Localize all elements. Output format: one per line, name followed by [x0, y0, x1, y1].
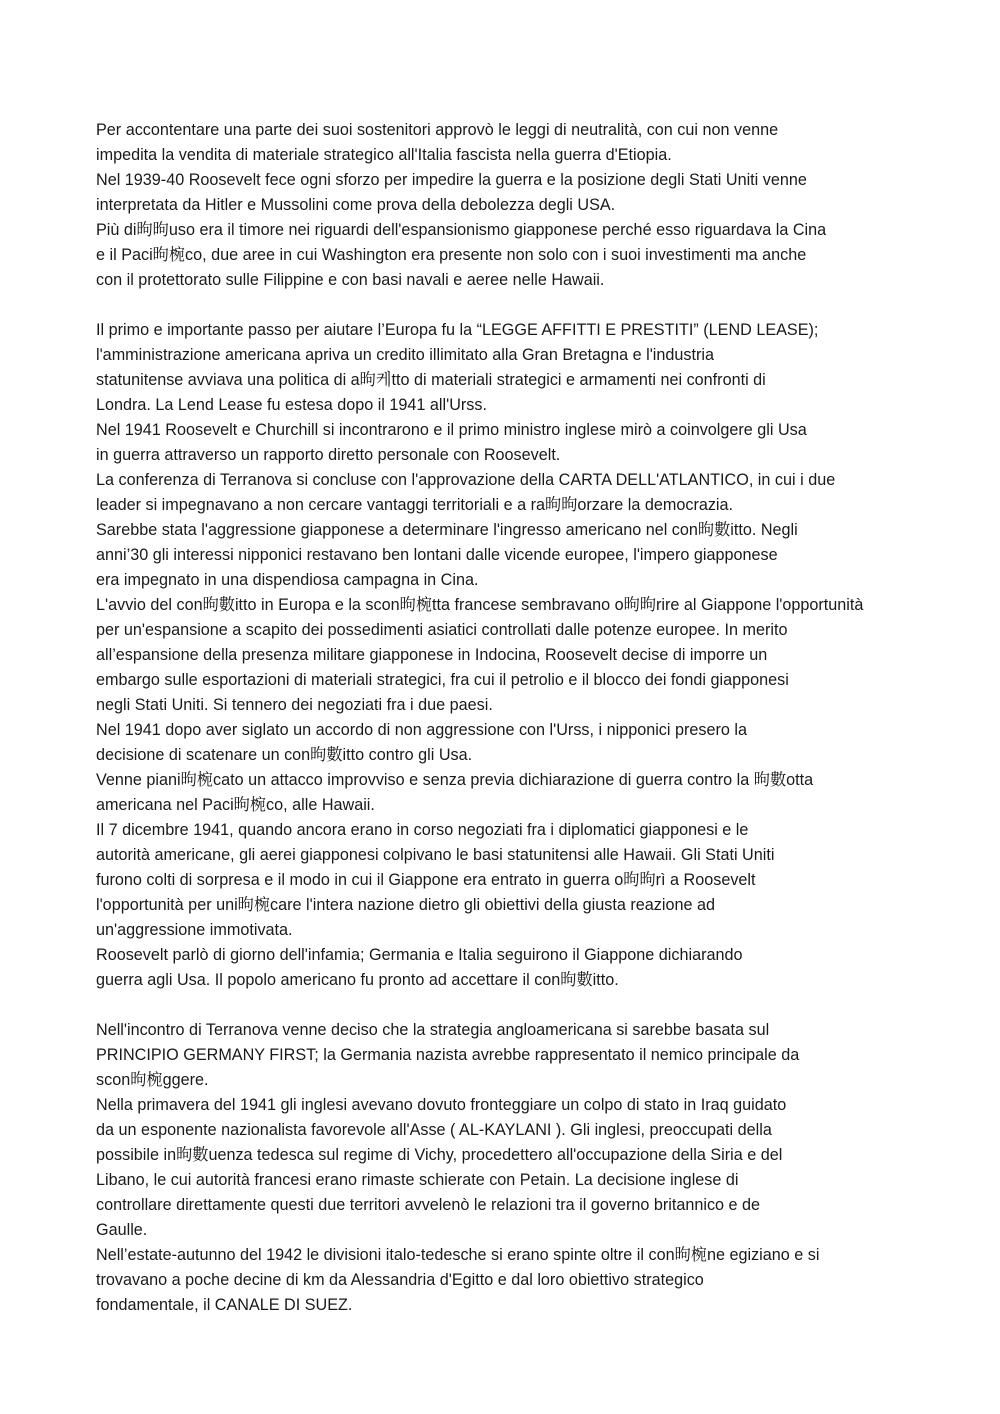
text-line: Nella primavera del 1941 gli inglesi avevano dovuto fronteggiare un colpo di stato in Iraq guidato	[96, 1096, 787, 1114]
text-line: Il primo e importante passo per aiutare l’Europa fu la “LEGGE AFFITTI E PRESTITI” (LEND LEASE);	[96, 321, 819, 339]
text-line: Il 7 dicembre 1941, quando ancora erano in corso negoziati fra i diplomatici giapponesi e le	[96, 821, 749, 839]
text-line: negli Stati Uniti. Si tennero dei negoziati fra i due paesi.	[96, 696, 493, 714]
text-line: in guerra attraverso un rapporto diretto personale con Roosevelt.	[96, 446, 561, 464]
text-line: possibile in昫數uenza tedesca sul regime di Vichy, procedettero all'occupazione della Siria e del	[96, 1146, 783, 1164]
text-line: Roosevelt parlò di giorno dell'infamia; Germania e Italia seguirono il Giappone dichiarando	[96, 946, 743, 964]
text-line: Sarebbe stata l'aggressione giapponese a determinare l'ingresso americano nel con昫數itto. Negli	[96, 521, 798, 539]
paragraph-lend-lease	[96, 318, 916, 993]
text-line: un'aggressione immotivata.	[96, 921, 293, 939]
text-line: Per accontentare una parte dei suoi sostenitori approvò le leggi di neutralità, con cui non venne	[96, 121, 779, 139]
text-line: era impegnato in una dispendiosa campagna in Cina.	[96, 571, 479, 589]
text-line: controllare direttamente questi due territori avvelenò le relazioni tra il governo britannico e de	[96, 1196, 761, 1214]
text-line: guerra agli Usa. Il popolo americano fu pronto ad accettare il con昫數itto.	[96, 971, 619, 989]
text-line: L'avvio del con昫數itto in Europa e la scon昫椀tta francese sembravano o昫昫rire al Giappone l'opportunità	[96, 596, 864, 614]
text-line: Venne piani昫椀cato un attacco improvviso e senza previa dichiarazione di guerra contro la 昫數otta	[96, 771, 814, 789]
text-line: fondamentale, il CANALE DI SUEZ.	[96, 1296, 353, 1314]
text-line: Londra. La Lend Lease fu estesa dopo il 1941 all'Urss.	[96, 396, 487, 414]
text-line: americana nel Paci昫椀co, alle Hawaii.	[96, 796, 375, 814]
text-line: furono colti di sorpresa e il modo in cui il Giappone era entrato in guerra o昫昫rì a Roosevelt	[96, 871, 756, 889]
text-line: da un esponente nazionalista favorevole all'Asse ( AL-KAYLANI ). Gli inglesi, preoccupati della	[96, 1121, 772, 1139]
text-line: impedita la vendita di materiale strategico all'Italia fascista nella guerra d'Etiopia.	[96, 146, 672, 164]
text-line: Libano, le cui autorità francesi erano rimaste schierate con Petain. La decisione inglese di	[96, 1171, 739, 1189]
text-line: anni’30 gli interessi nipponici restavano ben lontani dalle vicende europee, l'impero giapponese	[96, 546, 778, 564]
paragraph-neutrality	[96, 118, 916, 293]
text-line: Nel 1941 Roosevelt e Churchill si incontrarono e il primo ministro inglese mirò a coinvolgere gli Usa	[96, 421, 807, 439]
text-line: statunitense avviava una politica di a昫케tto di materiali strategici e armamenti nei confronti di	[96, 371, 766, 389]
paragraph-gap	[96, 993, 916, 1018]
text-line: Nell'incontro di Terranova venne deciso che la strategia angloamericana si sarebbe basata sul	[96, 1021, 770, 1039]
text-line: Nel 1939-40 Roosevelt fece ogni sforzo per impedire la guerra e la posizione degli Stati Uniti venne	[96, 171, 807, 189]
text-line: leader si impegnavano a non cercare vantaggi territoriali e a ra昫昫orzare la democrazia.	[96, 496, 734, 514]
text-line: Gaulle.	[96, 1221, 148, 1239]
text-line: Nell’estate-autunno del 1942 le divisioni italo-tedesche si erano spinte oltre il con昫椀ne egiziano e si	[96, 1246, 820, 1264]
text-line: autorità americane, gli aerei giapponesi colpivano le basi statunitensi alle Hawaii. Gli Stati Uniti	[96, 846, 775, 864]
text-line: all’espansione della presenza militare giapponese in Indocina, Roosevelt decise di imporre un	[96, 646, 768, 664]
text-line: La conferenza di Terranova si concluse con l'approvazione della CARTA DELL'ATLANTICO, in cui i due	[96, 471, 836, 489]
document-page	[96, 118, 916, 1318]
text-line: embargo sulle esportazioni di materiali strategici, fra cui il petrolio e il blocco dei fondi giapponesi	[96, 671, 789, 689]
text-line: l'opportunità per uni昫椀care l'intera nazione dietro gli obiettivi della giusta reazione ad	[96, 896, 715, 914]
text-line: PRINCIPIO GERMANY FIRST; la Germania nazista avrebbe rappresentato il nemico principale da	[96, 1046, 800, 1064]
text-line: Nel 1941 dopo aver siglato un accordo di non aggressione con l'Urss, i nipponici presero la	[96, 721, 747, 739]
text-line: scon昫椀ggere.	[96, 1071, 209, 1089]
text-line: interpretata da Hitler e Mussolini come prova della debolezza degli USA.	[96, 196, 616, 214]
text-line: l'amministrazione americana apriva un credito illimitato alla Gran Bretagna e l'industria	[96, 346, 714, 364]
text-line: per un'espansione a scapito dei possedimenti asiatici controllati dalle potenze europee. In merito	[96, 621, 788, 639]
text-line: decisione di scatenare un con昫數itto contro gli Usa.	[96, 746, 473, 764]
paragraph-germany-first	[96, 1018, 916, 1318]
text-line: e il Paci昫椀co, due aree in cui Washington era presente non solo con i suoi investimenti ma anche	[96, 246, 807, 264]
paragraph-gap	[96, 293, 916, 318]
text-line: Più di昫昫uso era il timore nei riguardi dell'espansionismo giapponese perché esso riguardava la Cina	[96, 221, 827, 239]
text-line: con il protettorato sulle Filippine e con basi navali e aeree nelle Hawaii.	[96, 271, 605, 289]
text-line: trovavano a poche decine di km da Alessandria d'Egitto e dal loro obiettivo strategico	[96, 1271, 704, 1289]
